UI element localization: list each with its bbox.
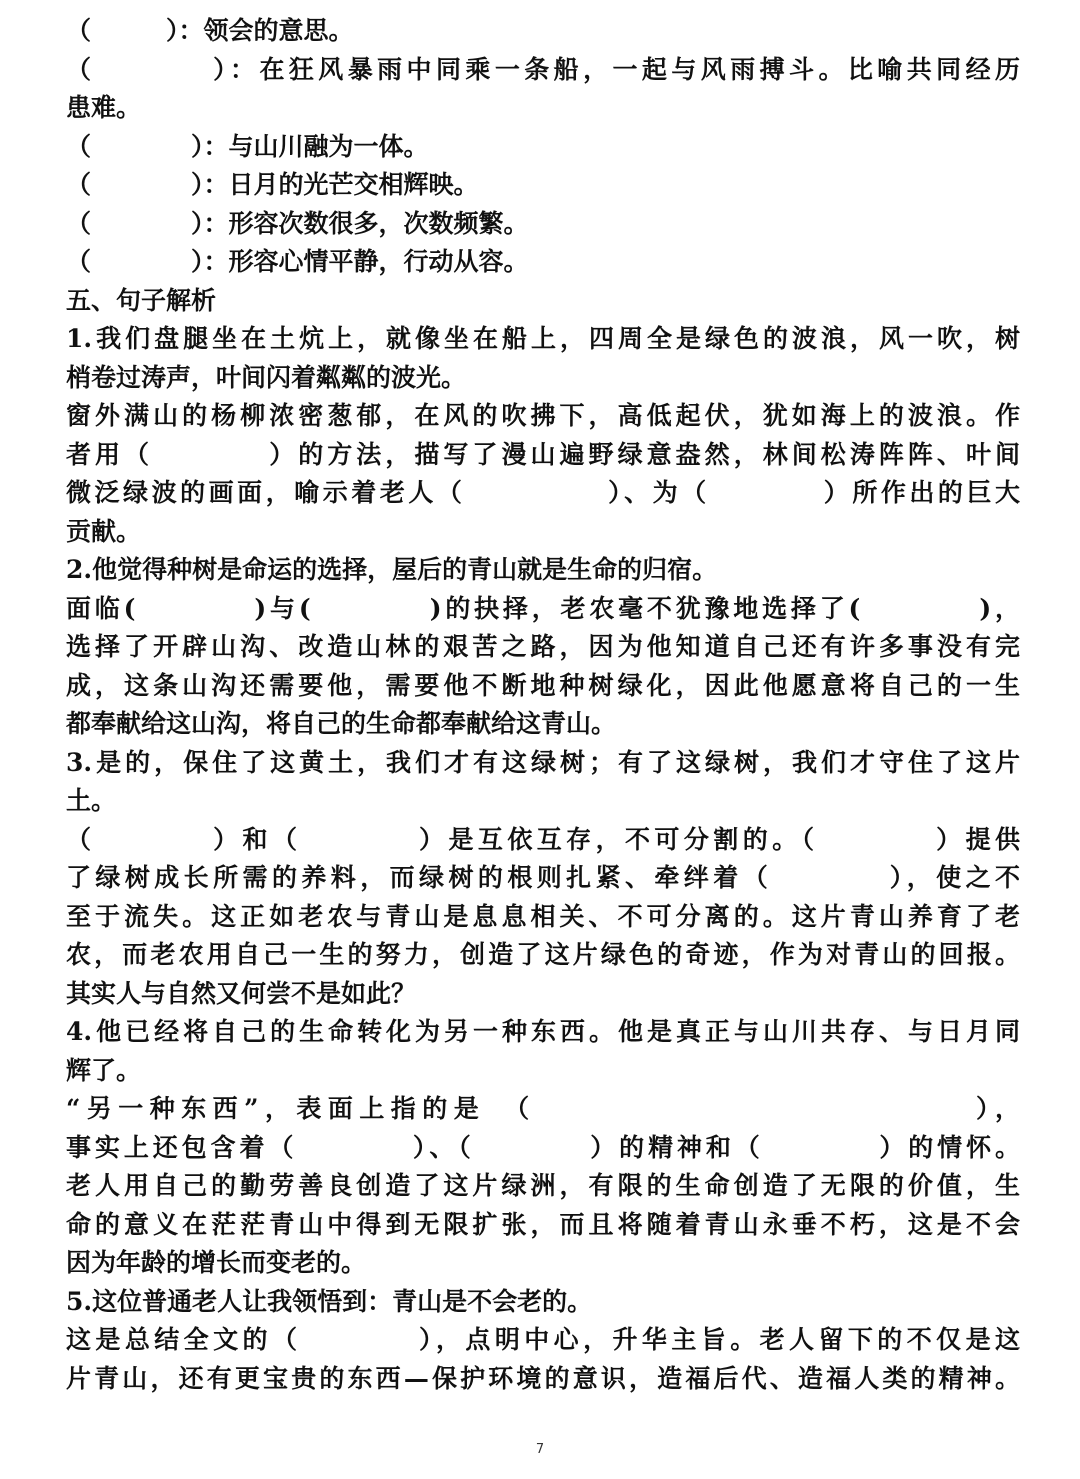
item-line: 选择了开辟山沟、改造山林的艰苦之路，因为他知道自己还有许多事没有完 xyxy=(66,632,1020,661)
worksheet-page xyxy=(66,12,1020,1398)
item-line: 土。 xyxy=(66,786,117,815)
definition-line: （ ）：领会的意思。 xyxy=(66,16,354,45)
item-line: 微泛绿波的画面，喻示着老人（ ）、为（ ）所作出的巨大 xyxy=(66,478,1020,507)
item-line: 命的意义在茫茫青山中得到无限扩张，而且将随着青山永垂不朽，这是不会 xyxy=(66,1209,1020,1239)
item-line: 了绿树成长所需的养料，而绿树的根则扎紧、牵绊着（ ），使之不 xyxy=(66,863,1020,892)
item-line: 这是总结全文的（ ），点明中心，升华主旨。老人留下的不仅是这 xyxy=(66,1325,1020,1354)
definition-line: （ ）：与山川融为一体。 xyxy=(66,131,429,161)
item-line: 窗外满山的杨柳浓密葱郁，在风的吹拂下，高低起伏，犹如海上的波浪。作 xyxy=(66,401,1020,430)
sentence-item-2 xyxy=(66,551,1020,744)
sentence-item-4 xyxy=(66,1013,1020,1283)
item-line: 事实上还包含着（ ）、（ ）的精神和（ ）的情怀。 xyxy=(66,1132,1020,1162)
item-line: 其实人与自然又何尝不是如此？ xyxy=(66,978,417,1008)
item-line: 成，这条山沟还需要他，需要他不断地种树绿化，因此他愿意将自己的一生 xyxy=(66,670,1020,700)
sentence-item-5 xyxy=(66,1283,1020,1399)
definition-list xyxy=(66,12,1020,282)
definition-line: （ ）：形容次数很多，次数频繁。 xyxy=(66,208,529,238)
section-title: 五、句子解析 xyxy=(66,285,217,315)
item-line: 农，而老农用自己一生的努力，创造了这片绿色的奇迹，作为对青山的回报。 xyxy=(66,940,1020,969)
item-line: 梢卷过涛声，叶间闪着粼粼的波光。 xyxy=(66,362,467,392)
item-line: 4.他已经将自己的生命转化为另一种东西。他是真正与山川共存、与日月同 xyxy=(66,1017,1020,1046)
item-line: 面临( )与( )的抉择，老农毫不犹豫地选择了( )， xyxy=(66,593,1020,623)
sentence-item-1 xyxy=(66,320,1020,551)
item-line: 都奉献给这山沟，将自己的生命都奉献给这青山。 xyxy=(66,709,617,738)
item-line: 片青山，还有更宝贵的东西—保护环境的意识，造福后代、造福人类的精神。 xyxy=(66,1363,1020,1393)
page-number: 7 xyxy=(535,1442,545,1457)
item-line: “另一种东西”，表面上指的是 （ ）， xyxy=(66,1094,1020,1123)
definition-line: （ ）：在狂风暴雨中同乘一条船，一起与风雨搏斗。比喻共同经历 xyxy=(66,54,1020,84)
item-line: 2.他觉得种树是命运的选择，屋后的青山就是生命的归宿。 xyxy=(66,555,718,584)
item-line: 老人用自己的勤劳善良创造了这片绿洲，有限的生命创造了无限的价值，生 xyxy=(66,1171,1020,1200)
definition-line: （ ）：日月的光芒交相辉映。 xyxy=(66,170,479,199)
definition-line: （ ）：形容心情平静，行动从容。 xyxy=(66,247,529,276)
item-line: 辉了。 xyxy=(66,1055,142,1085)
item-line: 因为年龄的增长而变老的。 xyxy=(66,1248,367,1277)
item-line: 贡献。 xyxy=(66,516,142,546)
item-line: （ ）和（ ）是互依互存，不可分割的。（ ）提供 xyxy=(66,824,1020,854)
item-line: 1.我们盘腿坐在土炕上，就像坐在船上，四周全是绿色的波浪，风一吹，树 xyxy=(66,324,1020,353)
item-line: 者用（ ）的方法，描写了漫山遍野绿意盎然，林间松涛阵阵、叶间 xyxy=(66,439,1020,469)
item-line: 3.是的，保住了这黄土，我们才有这绿树；有了这绿树，我们才守住了这片 xyxy=(66,747,1020,777)
item-line: 至于流失。这正如老农与青山是息息相关、不可分离的。这片青山养育了老 xyxy=(66,901,1020,931)
sentence-item-3 xyxy=(66,744,1020,1014)
item-line: 5.这位普通老人让我领悟到：青山是不会老的。 xyxy=(66,1286,593,1316)
definition-line: 患难。 xyxy=(66,93,142,122)
